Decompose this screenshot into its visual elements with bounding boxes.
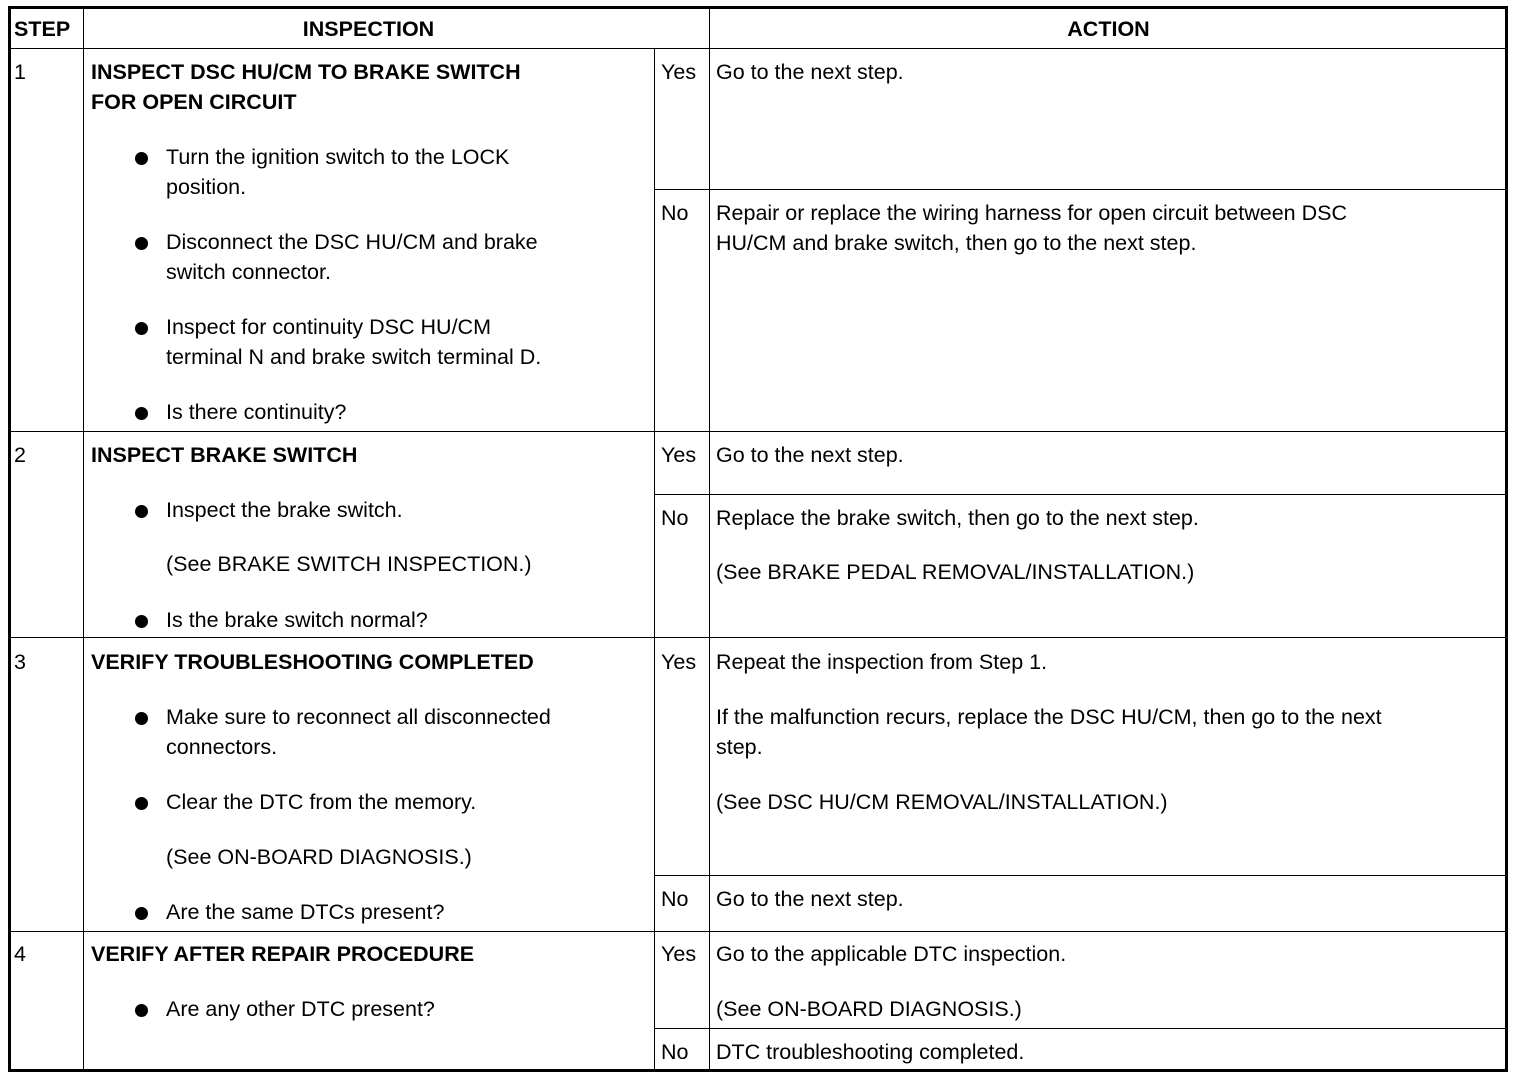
reference-note: (See BRAKE SWITCH INSPECTION.) (166, 552, 532, 576)
header-action: ACTION (1067, 17, 1150, 41)
header-inspection: INSPECTION (302, 17, 435, 41)
step-number: 2 (14, 443, 26, 467)
inspection-item: Inspect for continuity DSC HU/CM (166, 315, 491, 339)
inspection-item: Turn the ignition switch to the LOCK (166, 145, 510, 169)
inspection-item: connectors. (166, 735, 278, 759)
yes-label: Yes (661, 650, 697, 674)
yes-action: Go to the applicable DTC inspection. (716, 942, 1067, 966)
bullet-icon (135, 505, 148, 518)
inspection-item: terminal N and brake switch terminal D. (166, 345, 542, 369)
reference-note: (See ON-BOARD DIAGNOSIS.) (716, 997, 1022, 1021)
bullet-icon (135, 237, 148, 250)
yes-action: If the malfunction recurs, replace the DSC HU/CM, then go to the next (716, 705, 1382, 729)
inspection-item: position. (166, 175, 247, 199)
step-number: 4 (14, 942, 26, 966)
yes-no-divider (654, 1028, 1505, 1029)
inspection-item: Is the brake switch normal? (166, 608, 428, 632)
inspection-item: Is there continuity? (166, 400, 347, 424)
bullet-icon (135, 712, 148, 725)
yes-label: Yes (661, 942, 697, 966)
no-label: No (661, 1040, 689, 1064)
inspection-item: Are the same DTCs present? (166, 900, 445, 924)
row-divider (11, 48, 1505, 49)
step-title: INSPECT BRAKE SWITCH (91, 443, 358, 467)
reference-note: (See ON-BOARD DIAGNOSIS.) (166, 845, 472, 869)
yes-action: Go to the next step. (716, 60, 904, 84)
row-divider (11, 931, 1505, 932)
bullet-icon (135, 407, 148, 420)
step-title: VERIFY AFTER REPAIR PROCEDURE (91, 942, 475, 966)
row-divider (11, 431, 1505, 432)
yes-action: step. (716, 735, 763, 759)
no-action: DTC troubleshooting completed. (716, 1040, 1025, 1064)
col-divider (654, 48, 655, 1069)
bullet-icon (135, 907, 148, 920)
no-label: No (661, 506, 689, 530)
yes-action: Go to the next step. (716, 443, 904, 467)
no-action: HU/CM and brake switch, then go to the next step. (716, 231, 1197, 255)
reference-note: (See DSC HU/CM REMOVAL/INSTALLATION.) (716, 790, 1168, 814)
header-step: STEP (14, 17, 71, 41)
col-divider (83, 9, 84, 1069)
bullet-icon (135, 322, 148, 335)
yes-no-divider (654, 189, 1505, 190)
inspection-item: Inspect the brake switch. (166, 498, 403, 522)
inspection-item: Make sure to reconnect all disconnected (166, 705, 551, 729)
yes-label: Yes (661, 443, 697, 467)
bullet-icon (135, 615, 148, 628)
inspection-item: Disconnect the DSC HU/CM and brake (166, 230, 538, 254)
no-action: Replace the brake switch, then go to the next step. (716, 506, 1199, 530)
no-action: Go to the next step. (716, 887, 904, 911)
no-action: Repair or replace the wiring harness for open circuit between DSC (716, 201, 1347, 225)
inspection-item: Are any other DTC present? (166, 997, 435, 1021)
troubleshooting-table (8, 6, 1508, 1072)
step-title: VERIFY TROUBLESHOOTING COMPLETED (91, 650, 534, 674)
no-label: No (661, 887, 689, 911)
bullet-icon (135, 797, 148, 810)
yes-action: Repeat the inspection from Step 1. (716, 650, 1048, 674)
col-divider (709, 9, 710, 1069)
no-label: No (661, 201, 689, 225)
step-number: 1 (14, 60, 26, 84)
step-number: 3 (14, 650, 26, 674)
row-divider (11, 637, 1505, 638)
step-title: INSPECT DSC HU/CM TO BRAKE SWITCH (91, 60, 521, 84)
yes-no-divider (654, 875, 1505, 876)
step-title: FOR OPEN CIRCUIT (91, 90, 297, 114)
yes-no-divider (654, 494, 1505, 495)
inspection-item: Clear the DTC from the memory. (166, 790, 477, 814)
yes-label: Yes (661, 60, 697, 84)
inspection-item: switch connector. (166, 260, 331, 284)
bullet-icon (135, 1004, 148, 1017)
bullet-icon (135, 152, 148, 165)
reference-note: (See BRAKE PEDAL REMOVAL/INSTALLATION.) (716, 560, 1195, 584)
